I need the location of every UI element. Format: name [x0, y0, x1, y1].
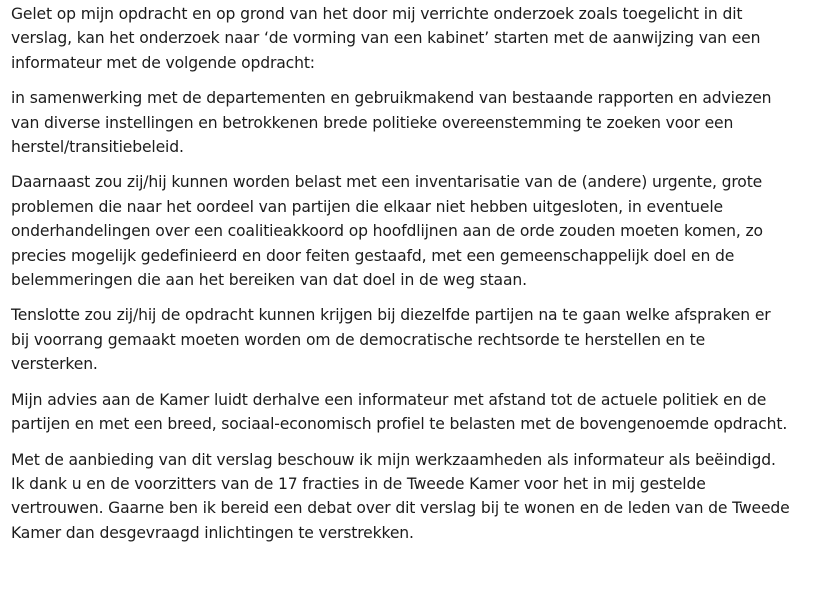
text-line: herstel/transitiebeleid. — [11, 138, 184, 157]
text-line: vertrouwen. Gaarne ben ik bereid een debat over dit verslag bij te wonen en de leden van de Tweede — [11, 499, 790, 518]
text-line: versterken. — [11, 355, 98, 374]
text-line: problemen die naar het oordeel van partijen die elkaar niet hebben uitgesloten, in eventuele — [11, 197, 723, 216]
text-line: Mijn advies aan de Kamer luidt derhalve een informateur met afstand tot de actuele politiek en de — [11, 390, 767, 409]
text-line: van diverse instellingen en betrokkenen brede politieke overeenstemming te zoeken voor een — [11, 113, 734, 132]
text-line: Gelet op mijn opdracht en op grond van het door mij verrichte onderzoek zoals toegelicht in dit — [11, 5, 743, 23]
paragraph-closing — [11, 448, 817, 546]
text-line: belemmeringen die aan het bereiken van dat doel in de weg staan. — [11, 271, 527, 290]
text-line: informateur met de volgende opdracht: — [11, 53, 315, 72]
paragraph-inventory — [11, 170, 817, 292]
text-line: bij voorrang gemaakt moeten worden om de democratische rechtsorde te herstellen en te — [11, 330, 706, 349]
text-line: Ik dank u en de voorzitters van de 17 fracties in de Tweede Kamer voor het in mij gestelde — [11, 474, 706, 493]
text-line: verslag, kan het onderzoek naar ‘de vorming van een kabinet’ starten met de aanwijzing van een — [11, 29, 761, 48]
text-line: Tenslotte zou zij/hij de opdracht kunnen krijgen bij diezelfde partijen na te gaan welke afspraken er — [11, 306, 771, 325]
text-line: precies mogelijk gedefinieerd en door feiten gestaafd, met een gemeenschappelijk doel en de — [11, 246, 735, 265]
paragraph-advice — [11, 388, 817, 437]
paragraph-agreements — [11, 303, 817, 376]
paragraph-cooperation — [11, 86, 817, 159]
text-line: in samenwerking met de departementen en gebruikmakend van bestaande rapporten en adviezen — [11, 89, 772, 108]
text-line: onderhandelingen over een coalitieakkoord op hoofdlijnen aan de orde zouden moeten komen, zo — [11, 222, 763, 241]
text-line: Daarnaast zou zij/hij kunnen worden belast met een inventarisatie van de (andere) urgente, grote — [11, 173, 763, 192]
document-body — [11, 2, 817, 556]
text-line: partijen en met een breed, sociaal-economisch profiel te belasten met de bovengenoemde opdracht. — [11, 415, 788, 434]
text-line: Kamer dan desgevraagd inlichtingen te verstrekken. — [11, 523, 414, 542]
text-line: Met de aanbieding van dit verslag beschouw ik mijn werkzaamheden als informateur als beëindigd. — [11, 450, 776, 469]
paragraph-assignment-intro — [11, 2, 817, 75]
